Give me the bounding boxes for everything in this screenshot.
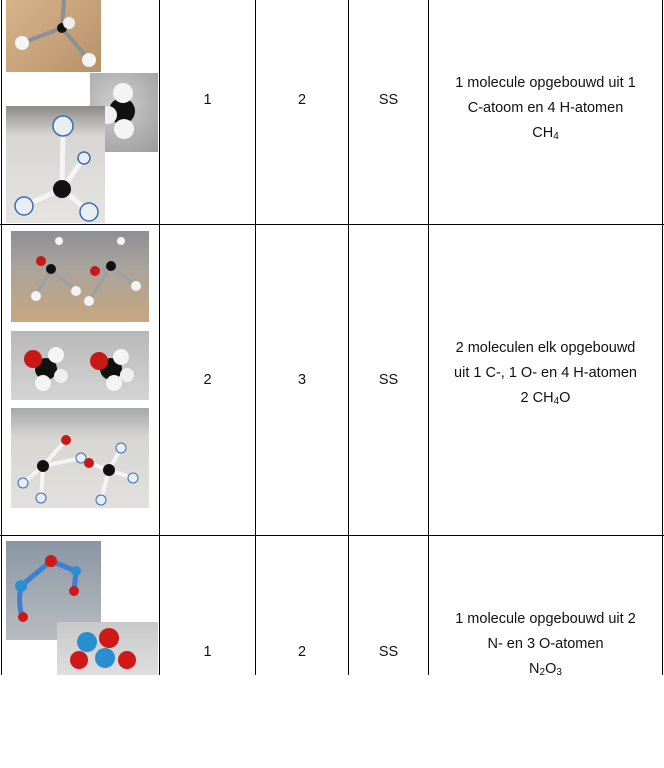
cell-col3: 2: [297, 91, 307, 108]
formula: $N_2O_3$: [529, 660, 562, 678]
description-line: 1 molecule opgebouwd uit 1: [455, 75, 636, 91]
photo-methane-model-1: [6, 0, 101, 72]
cell-description: [429, 225, 662, 521]
formula: 2 $CH_4O$: [520, 389, 571, 407]
cell-col3: 2: [297, 643, 307, 660]
description-line: 2 moleculen elk opgebouwd: [455, 339, 636, 356]
cell-col4: SS: [378, 91, 399, 108]
cell-col2: 2: [203, 371, 212, 388]
cell-col2: 1: [203, 91, 212, 108]
formula: $CH_4$: [532, 125, 559, 142]
description-line: uit 1 C-, 1 O- en 4 H-atomen: [454, 364, 637, 381]
cell-col4: SS: [378, 643, 399, 660]
description-line: N- en 3 O-atomen: [487, 635, 604, 652]
cell-col2: 1: [203, 643, 212, 660]
cell-description: [429, 0, 662, 217]
cell-col4: SS: [378, 371, 399, 388]
cell-description: [429, 536, 662, 752]
photo-methane-model-3: [6, 106, 105, 223]
cell-col3: 3: [297, 371, 307, 388]
photo-n2o3-model-2: [57, 622, 158, 675]
photo-methanol-model-1: [11, 231, 149, 322]
description-line: C-atoom en 4 H-atomen: [467, 100, 624, 116]
photo-methanol-model-2: [11, 331, 149, 400]
description-line: 1 molecule opgebouwd uit 2: [455, 610, 636, 627]
photo-methanol-model-3: [11, 408, 149, 508]
